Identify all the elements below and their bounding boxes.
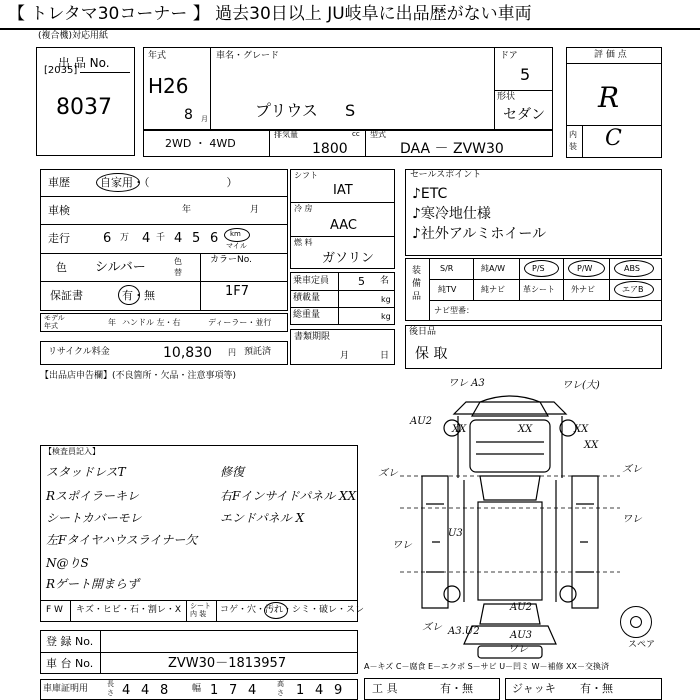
mark-16: AU3 — [510, 630, 533, 641]
doc-expiry-label: 書類期限 — [294, 332, 331, 342]
sales-item-1: ♪ETC — [412, 186, 448, 202]
mark-8: ズレ — [378, 468, 398, 479]
fw-v1 — [70, 600, 71, 622]
mileage-sen: 4 — [142, 231, 151, 246]
equip-navi: 純ナビ — [481, 285, 505, 294]
mark-14: ズレ — [422, 622, 442, 633]
warranty-label: 保証書 — [50, 289, 83, 302]
spec-h3 — [40, 253, 288, 254]
inspection-month-unit: 月 — [250, 205, 260, 215]
cap-h2 — [290, 307, 395, 308]
cert-len-2: 8 — [160, 683, 169, 698]
recycle-unit: 円 — [228, 348, 236, 357]
spec-h1 — [40, 196, 288, 197]
history-value: 自家用・（ ） — [100, 176, 238, 189]
inspector-right-2: 右Fインサイドパネル XX — [220, 489, 357, 503]
load-unit: kg — [381, 295, 391, 304]
inspector-left-4: 左Fタイヤハウスライナー欠 — [46, 533, 198, 547]
equip-pw-circle — [568, 260, 605, 277]
inspector-left-1: スタッドレスT — [46, 465, 126, 479]
fw-label: F W — [46, 605, 63, 615]
cert-width-label: 幅 — [192, 684, 202, 694]
year-value: H26 — [148, 74, 189, 98]
reg-h1 — [40, 652, 358, 653]
chassis-label: 車 台 No. — [46, 657, 94, 670]
mark-10: ワレ — [392, 540, 412, 551]
post-value: 保 取 — [415, 346, 448, 362]
cert-label: 車庫証明用 — [43, 684, 89, 694]
equip-v3 — [563, 258, 564, 300]
shape-label: 形状 — [497, 92, 516, 102]
color-repaint-label: 色 替 — [174, 257, 182, 277]
load-label: 積載量 — [293, 293, 321, 303]
legend: A－キズ C－腐食 E－エクボ S－サビ U－凹ミ W－補修 XX－交換済 — [364, 662, 610, 671]
fw-v3 — [216, 600, 217, 622]
tools-label: 工 具 — [372, 682, 398, 695]
jack-value: 有・無 — [580, 682, 613, 695]
inspection-year-unit: 年 — [182, 205, 192, 215]
v-disp — [365, 130, 366, 157]
score-h1 — [566, 63, 662, 64]
v-drive — [269, 130, 270, 157]
fw-value: キズ・ヒビ・石・割レ・X — [76, 605, 181, 615]
aircon-value: AAC — [330, 218, 357, 233]
equip-v2 — [519, 258, 520, 300]
equip-leather: 革シート — [523, 285, 555, 294]
equip-v0 — [429, 258, 430, 321]
mileage-sen-unit: 千 — [156, 233, 166, 243]
doc-expiry-day: 日 — [380, 351, 390, 361]
mid-h1 — [290, 202, 395, 203]
chassis-value: ZVW30－1813957 — [168, 656, 287, 671]
score-overall: R — [598, 81, 620, 114]
score-interior-label: 内 装 — [569, 130, 577, 151]
year-month-unit: 月 — [201, 115, 208, 123]
mark-4: XX — [452, 424, 467, 435]
equip-h2 — [429, 300, 662, 301]
mark-5: XX — [518, 424, 533, 435]
year-label: 年式 — [148, 51, 167, 61]
mark-11: U3 — [448, 528, 463, 539]
cert-len-1: 4 — [141, 683, 150, 698]
cap-v1 — [338, 272, 339, 325]
equip-pw: P/W — [577, 264, 593, 273]
model-year-dealer: ディーラー・並行 — [208, 318, 272, 327]
equip-ps: P/S — [532, 264, 545, 273]
mark-2: ワレ(大) — [562, 380, 600, 391]
v-year — [210, 47, 211, 130]
reg-label: 登 録 No. — [46, 635, 94, 648]
reg-v1 — [100, 630, 101, 674]
equip-aw: 純A/W — [481, 264, 506, 273]
color-no-label: カラーNo. — [210, 255, 252, 265]
score-v1 — [582, 125, 583, 158]
equip-navi-model: ナビ型番： — [434, 306, 474, 315]
sales-item-3: ♪社外アルミホイール — [412, 226, 547, 242]
inspector-left-3: シートカバーモレ — [46, 511, 142, 525]
v-door — [494, 47, 495, 130]
sales-item-2: ♪寒冷地仕様 — [412, 206, 491, 222]
inspector-right-1: 修復 — [220, 465, 245, 479]
capacity-unit: 名 — [380, 276, 390, 286]
cert-width-2: 4 — [248, 683, 257, 698]
seller-note: 【出品店申告欄】(不良箇所・欠品・注意事項等) — [40, 371, 237, 381]
aircon-label: 冷 房 — [294, 204, 313, 213]
model-value: DAA － ZVW30 — [400, 141, 504, 157]
mark-13: AU2 — [510, 602, 533, 613]
equip-v4 — [609, 258, 610, 300]
year-month: 8 — [184, 107, 193, 123]
spare-label: スペア — [628, 640, 656, 650]
cert-width-1: 7 — [229, 683, 238, 698]
mark-9: ズレ — [622, 464, 642, 475]
score-interior: C — [605, 126, 622, 151]
capacity-value: 5 — [358, 275, 365, 288]
cert-height-0: 1 — [296, 683, 305, 698]
lot-label: 出 品 No. — [58, 56, 110, 70]
mark-1: ワレ A3 — [448, 378, 485, 389]
mileage-man-unit: 万 — [120, 233, 130, 243]
fuel-value: ガソリン — [322, 251, 375, 266]
cert-len-0: 4 — [122, 683, 131, 698]
equip-ps-circle — [524, 260, 559, 277]
shape-value: セダン — [503, 107, 546, 123]
shift-value: IAT — [333, 183, 353, 198]
mileage-man: 6 — [103, 231, 112, 246]
equip-abs: ABS — [624, 264, 640, 273]
color-label: 色 — [56, 261, 67, 274]
spec-h4 — [40, 281, 288, 282]
recycle-label: リサイクル料金 — [48, 347, 110, 357]
mark-7: XX — [584, 440, 599, 451]
doc-expiry-month: 月 — [340, 351, 350, 361]
lot-code: [2035] — [44, 65, 78, 76]
mark-6: XX — [574, 424, 589, 435]
sales-label: セールスポイント — [410, 170, 482, 180]
car-name: プリウス — [255, 101, 318, 120]
fw-seat-circle — [264, 602, 288, 619]
equip-abs-circle — [614, 260, 654, 277]
drive-options: 2WD ・ 4WD — [165, 137, 236, 150]
fw-v2 — [186, 600, 187, 622]
cap-h1 — [290, 290, 395, 291]
gross-label: 総重量 — [293, 310, 321, 320]
model-label: 型式 — [370, 130, 386, 139]
disp-unit: cc — [352, 130, 360, 138]
cert-width-0: 1 — [210, 683, 219, 698]
mark-17: ワレ — [508, 644, 528, 655]
mark-3: AU2 — [410, 416, 433, 427]
equip-h1 — [429, 279, 662, 280]
mileage-ju: 5 — [192, 231, 201, 246]
door-label: ドア — [500, 51, 518, 61]
spec-v-color — [200, 253, 201, 311]
mileage-ichi: 6 — [210, 231, 219, 246]
equip-sr: S/R — [440, 264, 454, 273]
color-no-value: 1F7 — [225, 284, 250, 299]
spec-h2 — [40, 224, 288, 225]
jack-label: ジャッキ — [512, 682, 556, 695]
mark-12: ワレ — [622, 514, 642, 525]
recycle-status: 預託済 — [244, 347, 272, 357]
inspection-label: 車検 — [48, 204, 70, 217]
equip-airbag: エアB — [622, 285, 644, 294]
fuel-label: 燃 料 — [294, 238, 313, 247]
gross-unit: kg — [381, 312, 391, 321]
fw-seat-label: シート 内 装 — [190, 602, 211, 618]
tools-value: 有・無 — [440, 682, 473, 695]
model-year-handle: ハンドル 左・右 — [122, 318, 181, 327]
cert-height-1: 4 — [315, 683, 324, 698]
car-diagram — [360, 372, 660, 662]
h-door — [494, 90, 553, 91]
car-label: 車名・グレード — [216, 51, 280, 61]
inspector-left-5: N@りS — [46, 556, 89, 570]
history-circle — [96, 173, 140, 192]
equip-v1 — [473, 258, 474, 300]
mid-h2 — [290, 236, 395, 237]
mark-15: A3.U2 — [448, 626, 480, 637]
equip-tv: 純TV — [438, 285, 457, 294]
equip-label: 装 備 品 — [412, 266, 422, 302]
banner: 【 トレタマ30コーナー 】 過去30日以上 JU岐阜に出品歴がない車両 — [8, 4, 532, 24]
capacity-label: 乗車定員 — [293, 276, 330, 286]
inspector-left-6: Rゲート開まらず — [46, 577, 140, 591]
lot-underline — [80, 72, 130, 73]
mileage-mile: マイル — [226, 242, 247, 250]
model-year-unit: 年 — [108, 318, 116, 327]
post-label: 後日品 — [409, 327, 437, 337]
cert-len-label: 長 さ — [107, 680, 114, 697]
color-value: シルバー — [95, 260, 146, 275]
equip-extnavi: 外ナビ — [571, 285, 595, 294]
equip-airbag-circle — [614, 281, 654, 298]
mileage-hyaku: 4 — [174, 231, 183, 246]
inspector-right-3: エンドパネル X — [220, 511, 305, 525]
sub-banner: (複合機)対応用紙 — [38, 31, 109, 41]
fw-seat-value: コゲ・穴・汚れ・シミ・破レ・スレ — [220, 605, 365, 615]
cert-height-label: 高 さ — [277, 680, 284, 697]
door-value: 5 — [520, 65, 531, 84]
inspector-left-2: Rスポイラーキレ — [46, 489, 139, 503]
banner-rule — [0, 28, 700, 30]
lot-number: 8037 — [56, 95, 112, 120]
history-label: 車歴 — [48, 176, 70, 189]
disp-label: 排気量 — [274, 130, 298, 139]
warranty-circle — [118, 285, 140, 305]
mileage-label: 走行 — [48, 232, 70, 245]
warranty-value: 有・無 — [122, 289, 155, 302]
disp-value: 1800 — [312, 141, 348, 157]
recycle-value: 10,830 — [163, 345, 212, 361]
inspector-label: 【検査員記入】 — [44, 447, 100, 456]
mileage-km: km — [230, 230, 241, 238]
car-grade: S — [345, 101, 356, 120]
score-label: 評 価 点 — [594, 50, 627, 60]
model-year-label: モデル 年式 — [44, 314, 65, 330]
shift-label: シフト — [294, 171, 318, 180]
cert-height-2: 9 — [334, 683, 343, 698]
